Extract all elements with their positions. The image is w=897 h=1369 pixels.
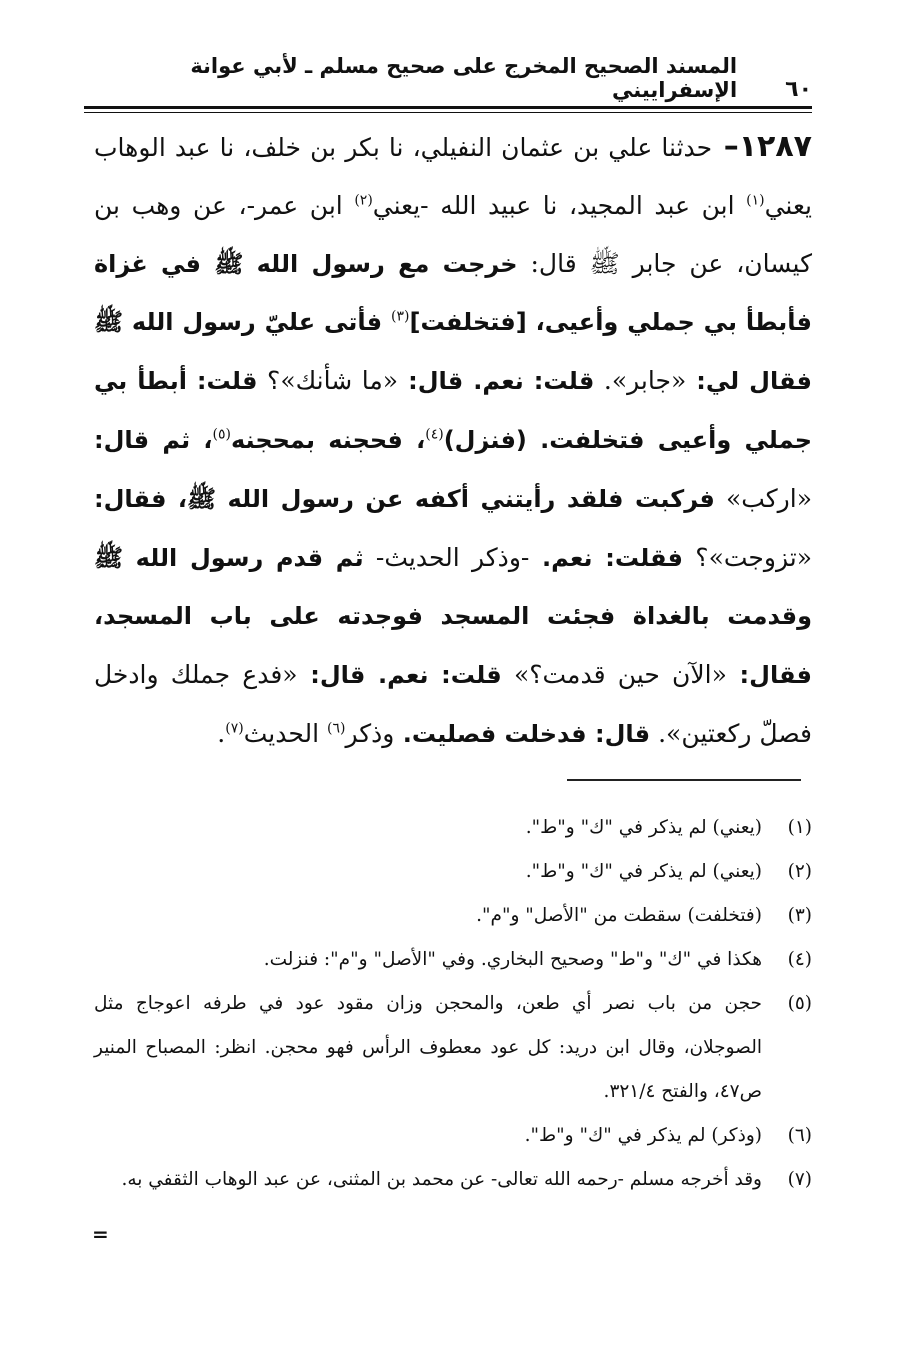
footnote-ref: (٧) [225,720,244,737]
bold-text: ثم قدم رسول الله ﷺ وقدمت بالغداة فجئت المسجد فوجدته على باب المسجد، فقال: [94,543,812,690]
page-header [84,54,812,102]
bold-text: قلت: نعم. قال: [297,661,502,690]
footnote-number: (٤) [787,949,812,970]
text-segment: الحديث [243,718,327,748]
quote-text: «تزوجت»؟ [683,542,812,572]
quote-text: «جابر». [594,366,687,396]
end-mark: = [92,1222,109,1246]
header-rule [84,106,812,109]
footnote-separator [567,779,801,781]
bold-text: فركبت فلقد رأيتني أكفه عن رسول الله ﷺ، فقال: [94,484,715,513]
footnote [94,850,812,894]
header-rule-thin [84,112,812,113]
footnote-number: (٢) [787,861,812,882]
footnote [94,806,812,850]
footnote-text: (وذكر) لم يذكر في "ك" و"ط". [524,1125,762,1146]
quote-text: «اركب» [714,483,812,513]
hadith-number: ١٢٨٧ [738,129,812,164]
bold-text: ، ثم قال: [94,425,213,454]
footnote [94,938,812,982]
text-segment: ابن عبد المجيد، نا عبيد الله -يعني [372,190,747,220]
footnote-ref: (٤) [425,426,444,443]
text-segment: حدثنا علي بن عثمان النفيلي، نا بكر بن خلف، نا عبد الوهاب يعني [94,133,812,220]
quote-text: «فدع جملك وادخل فصلّ ركعتين». [94,660,812,748]
bold-text: قلت: نعم. قال: [398,367,595,396]
text-segment: -وذكر الحديث- [363,542,530,572]
footnote [94,982,812,1114]
footnote-ref: (٦) [326,720,346,737]
footnote-text: حجن من باب نصر أي طعن، والمحجن وزان مقود عود في طرفه اعوجاج مثل الصوجلان، وقال ابن دريد: كل عود معطوف الرأس فهو محجن. انظر: المصباح المنير ص٤٧، والفتح ٣٢١/٤. [94,993,762,1102]
bold-text: قلت: أبطأ بي جملي وأعيى فتخلفت. (فنزل) [94,367,812,454]
bold-text: ، فحجنه بمحجنه [230,425,426,454]
footnote [94,1158,812,1202]
footnote-text: (يعني) لم يذكر في "ك" و"ط". [525,861,762,882]
bold-text: فقلت: نعم. [529,543,684,572]
footnote-number: (٣) [787,905,812,926]
bold-text: خرجت مع رسول الله ﷺ في غزاة فأبطأ بي جملي وأعيى، [فتخلفت] [94,249,813,337]
footnotes [94,806,812,1202]
hadith-dash: – [712,129,739,164]
footnote-ref: (٥) [212,426,231,443]
footnote [94,894,812,938]
footnote-ref: (١) [746,192,765,209]
text-segment: ابن عمر-، عن وهب بن كيسان، عن جابر ﷺ قال: [94,190,813,278]
quote-text: «الآن حين قدمت؟» [501,660,727,690]
footnote-text: وقد أخرجه مسلم -رحمه الله تعالى- عن محمد بن المثنى، عن عبد الوهاب الثقفي به. [121,1169,762,1190]
text-segment: . [217,718,226,748]
footnote-text: (فتخلفت) سقطت من "الأصل" و"م". [476,905,762,926]
footnote-ref: (٢) [354,192,373,209]
quote-text: «ما شأنك»؟ [257,366,399,396]
footnote-text: (يعني) لم يذكر في "ك" و"ط". [525,817,762,838]
footnote-ref: (٣) [391,309,410,326]
hadith-text [94,118,812,764]
footnote-text: هكذا في "ك" و"ط" وصحيح البخاري. وفي "الأصل" و"م": فنزلت. [263,949,762,970]
footnote-number: (٧) [787,1169,812,1190]
bold-text: فأتى عليّ رسول الله ﷺ فقال لي: [94,308,812,396]
footnote [94,1114,812,1158]
footnote-number: (٦) [787,1125,812,1146]
bold-text: قال: فدخلت فصليت. [394,719,651,748]
footnote-number: (٥) [787,993,812,1014]
footnote-number: (١) [787,817,812,838]
text-segment: وذكر [345,718,395,748]
page-number: ٦٠ [785,77,812,102]
running-title: المسند الصحيح المخرج على صحيح مسلم ـ لأبي عوانة الإسفراييني [190,54,738,102]
